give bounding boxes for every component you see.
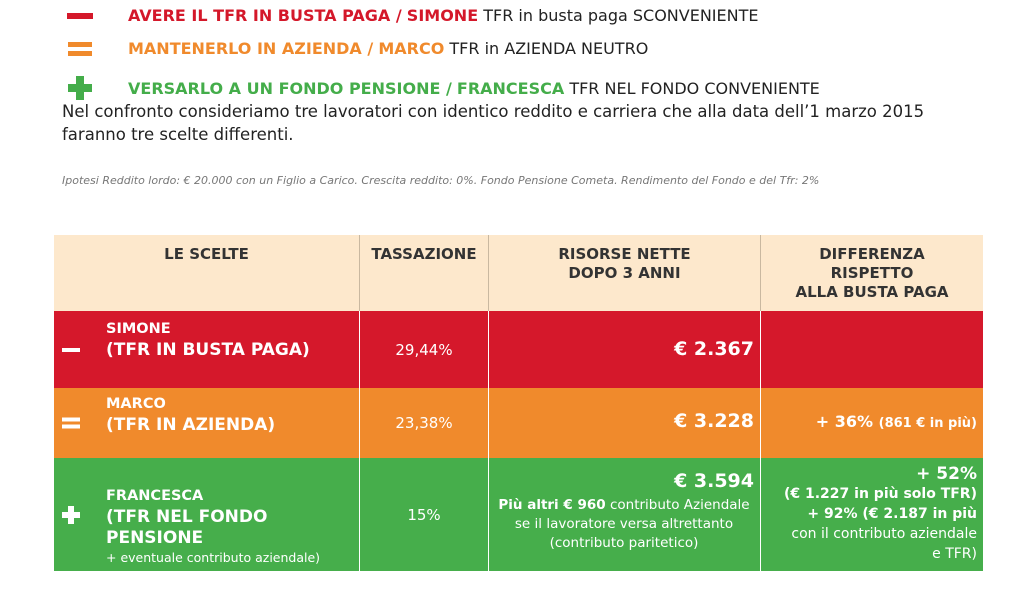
net-value: € 2.367: [674, 338, 754, 360]
hypothesis-note: Ipotesi Reddito lordo: € 20.000 con un Figlio a Carico. Crescita reddito: 0%. Fondo Pensione Cometa. Rendimento del Fondo e del Tfr: 2%: [62, 174, 820, 187]
net-value: € 3.594: [674, 470, 754, 492]
header-choices: LE SCELTE: [54, 235, 360, 311]
diff-value: + 52% (€ 1.227 in più solo TFR) + 92% (€ 2.187 in più con il contributo aziendale e TFR): [783, 464, 977, 562]
minus-icon: [62, 348, 80, 352]
legend-person: SIMONE: [406, 6, 479, 25]
row-note: + eventuale contributo aziendale): [106, 550, 321, 565]
tax-value: 15%: [407, 505, 441, 524]
legend-person: MARCO: [378, 39, 445, 58]
legend-choice: MANTENERLO IN AZIENDA /: [128, 39, 374, 58]
legend-desc: TFR in AZIENDA NEUTRO: [449, 39, 649, 58]
legend-desc: TFR NEL FONDO CONVENIENTE: [569, 78, 820, 98]
table-header-row: [54, 235, 983, 312]
plus-icon: [66, 76, 94, 100]
minus-icon: [66, 13, 94, 19]
legend-row-simone: [66, 6, 758, 25]
row-name: MARCO: [106, 396, 166, 412]
net-value: € 3.228: [674, 410, 754, 432]
row-choice: (TFR NEL FONDO PENSIONE: [106, 507, 268, 548]
tax-value: 23,38%: [395, 414, 453, 432]
table-row-francesca: [54, 458, 983, 571]
legend-row-francesca: [66, 76, 820, 100]
row-name: SIMONE: [106, 321, 171, 337]
header-net-resources: RISORSE NETTE DOPO 3 ANNI: [489, 235, 761, 311]
diff-value: + 36% (861 € in più): [815, 412, 977, 431]
comparison-table: [54, 235, 983, 571]
equal-icon: [62, 418, 80, 429]
plus-icon: [62, 506, 80, 524]
table-row-marco: [54, 388, 983, 458]
equal-icon: [66, 42, 94, 56]
tax-value: 29,44%: [395, 340, 453, 359]
row-name: FRANCESCA: [106, 488, 204, 504]
legend-desc: TFR in busta paga SCONVENIENTE: [483, 6, 759, 25]
row-choice: (TFR IN AZIENDA): [106, 415, 276, 435]
extra-contribution: Più altri € 960 contributo Aziendale se il lavoratore versa altrettanto (contributo paritetico): [498, 497, 750, 551]
legend-person: FRANCESCA: [456, 78, 565, 98]
header-tax: TASSAZIONE: [360, 235, 489, 311]
legend-row-marco: [66, 39, 648, 58]
header-difference: DIFFERENZA RISPETTO ALLA BUSTA PAGA: [795, 245, 949, 301]
legend-choice: VERSARLO A UN FONDO PENSIONE /: [128, 78, 452, 98]
table-row-simone: [54, 311, 983, 388]
intro-text: Nel confronto consideriamo tre lavoratori con identico reddito e carriera che alla data dell’1 marzo 2015 faranno tre scelte differenti.: [62, 102, 925, 144]
row-choice: (TFR IN BUSTA PAGA): [106, 340, 310, 360]
legend-choice: AVERE IL TFR IN BUSTA PAGA /: [128, 6, 402, 25]
